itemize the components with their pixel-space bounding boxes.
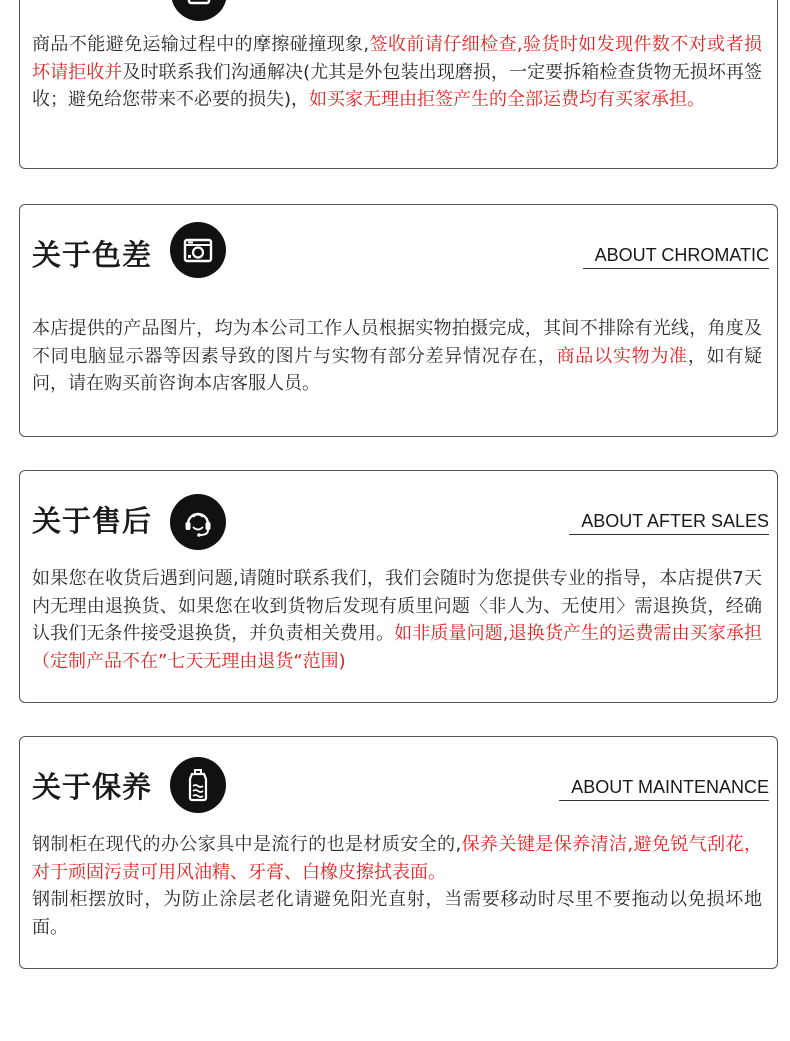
section-after-sales-paragraph [32, 565, 762, 675]
section-maintenance-paragraph-2: 钢制柜摆放时，为防止涂层老化请避免阳光直射，当需要移动时尽里不要拖动以免损坏地面。 [32, 889, 762, 938]
inspection-text-4: 如买家无理由拒签产生的全部运费均有买家承担。 [309, 89, 706, 110]
section-inspection-card [19, 0, 778, 169]
inspection-text-3: 及时联系我们沟通解决(尤其是外包装出现磨损，一定要拆箱检查货物无损坏再签收；避免给您带来不必要的损失)， [32, 61, 762, 110]
section-maintenance-subtitle: ABOUT MAINTENANCE [559, 775, 769, 801]
section-chromatic-header [20, 205, 777, 305]
chromatic-text-1: 本店提供的产品图片，均为本公司工作人员根据实物拍摄完成，其间不排除有光线，角度及不同电脑显示器等因素导致的图片与实物有部分差异情况存在， [32, 318, 762, 367]
section-after-sales-subtitle: ABOUT AFTER SALES [569, 509, 769, 535]
section-maintenance-title: 关于保养 [32, 770, 153, 804]
section-maintenance-body [32, 831, 762, 941]
section-chromatic-body [32, 315, 762, 398]
after-sales-text-2: 如非质量问题,退换货产生的运费需由买家承担（定制产品不在”七天无理由退货“范围) [32, 623, 762, 672]
section-after-sales-header [20, 471, 777, 571]
inspection-text-2: 签收前请仔细检查,验货时如发现件数不对或者损坏请拒收并 [32, 34, 762, 83]
camera-icon [170, 222, 226, 278]
cleaning-bottle-icon [170, 757, 226, 813]
section-after-sales-card [19, 470, 778, 703]
section-maintenance-header [20, 737, 777, 837]
section-chromatic-subtitle: ABOUT CHROMATIC [583, 243, 769, 269]
section-inspection-body [32, 31, 762, 114]
chromatic-text-2: 商品以实物为准 [556, 345, 688, 367]
maintenance-text-2: 保养关键是保养清洁,避免锐气刮花，对于顽固污责可用风油精、牙膏、白橡皮擦拭表面。 [32, 834, 762, 883]
section-maintenance-card [19, 736, 778, 969]
maintenance-text-1: 钢制柜在现代的办公家具中是流行的也是材质安全的, [32, 834, 462, 855]
section-chromatic-title: 关于色差 [32, 238, 153, 272]
section-inspection-paragraph [32, 31, 762, 114]
section-chromatic-paragraph [32, 315, 762, 398]
section-after-sales-title: 关于售后 [32, 504, 153, 538]
chromatic-text-3: ，如有疑问，请在购买前咨询本店客服人员。 [32, 345, 763, 394]
after-sales-text-1: 如果您在收货后遇到问题,请随时联系我们，我们会随时为您提供专业的指导，本店提供7天内无理由退换货、如果您在收到货物后发现有质里问题〈非人为、无使用〉需退换货，经确认我们无条件接受退换货，并负责相关费用。 [32, 568, 762, 644]
check-box-icon [171, 0, 227, 21]
section-chromatic-card [19, 204, 778, 437]
section-maintenance-paragraph-1 [32, 831, 762, 886]
inspection-text-1: 商品不能避免运输过程中的摩擦碰撞现象, [32, 34, 370, 55]
section-after-sales-body [32, 565, 762, 675]
headset-icon [170, 494, 226, 550]
